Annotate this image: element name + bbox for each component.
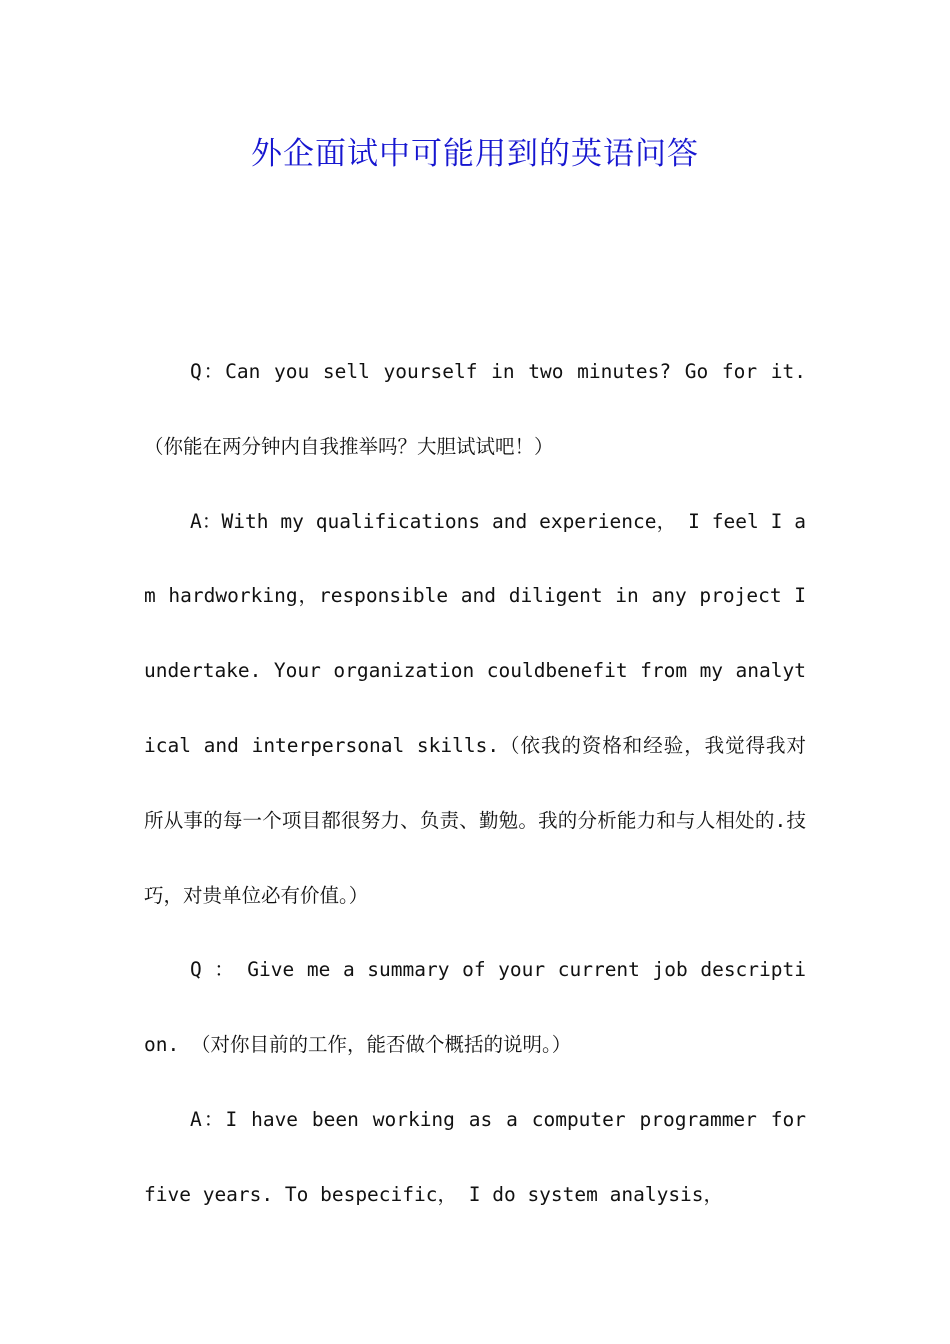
- paragraph-answer-2: A：I have been working as a computer programmer for five years. To bespecific， I do system analysis，: [144, 1107, 806, 1206]
- document-title: 外企面试中可能用到的英语问答: [251, 136, 699, 172]
- paragraph-question-1: Q：Can you sell yourself in two minutes? Go for it. （你能在两分钟内自我推举吗？大胆试试吧！）: [144, 360, 806, 458]
- paragraph-answer-1: A：With my qualifications and experience， I feel I am hardworking，responsible and diligent in any project I undertake. Your organization couldbenefit from my analytical and interpersonal skills.（依我的资格和经验，我觉得我对所从事的每一个项目都很努力、负责、勤勉。我的分析能力和与人相处的.技巧，对贵单位必有价值。）: [144, 509, 806, 907]
- document-body: [144, 335, 806, 1233]
- paragraph-question-2: Q ： Give me a summary of your current job description. （对你目前的工作，能否做个概括的说明。）: [144, 958, 806, 1057]
